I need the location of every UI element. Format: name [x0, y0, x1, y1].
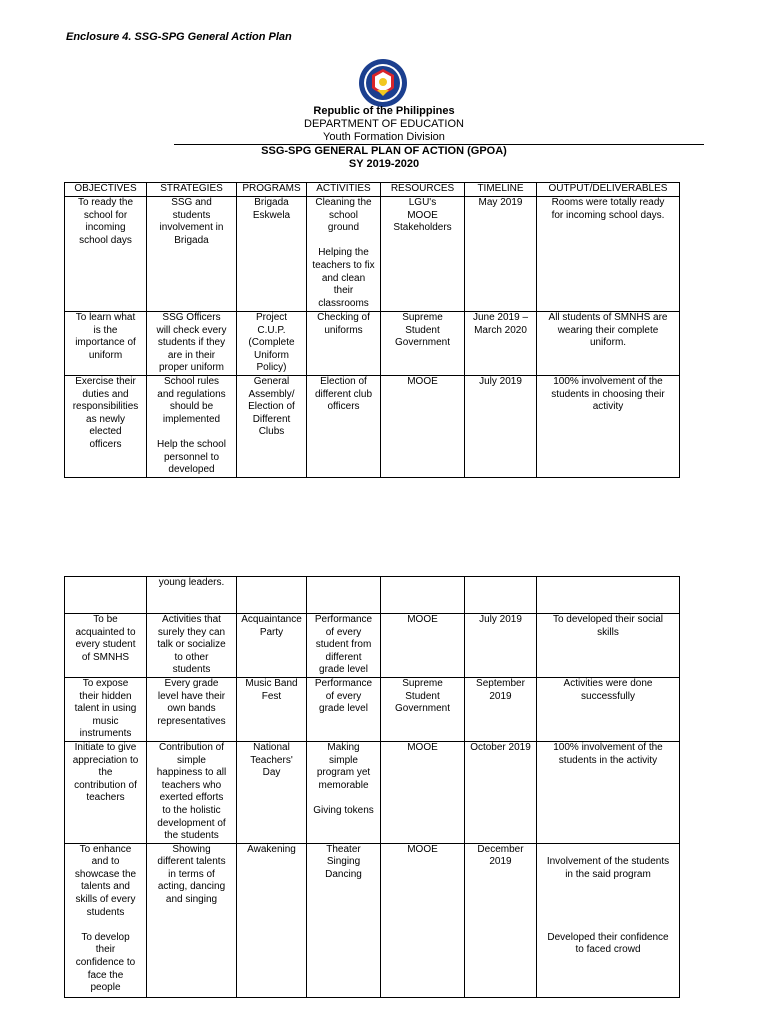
cell-text-line: of every: [325, 690, 362, 702]
cell-text-line: exerted efforts: [159, 792, 224, 804]
cell-text-line: wearing their complete: [557, 324, 659, 336]
strategies-cell: [147, 312, 237, 376]
cell-text-line: C.U.P.: [257, 324, 286, 336]
cell-text-line: To learn what: [75, 312, 136, 323]
blank-line: [149, 426, 234, 439]
cell-text-line: level have their: [157, 690, 226, 702]
cell-text-line: September: [476, 677, 525, 689]
cell-text-line: skills of every: [75, 894, 136, 906]
cell-text-line: Brigada: [254, 197, 289, 208]
cell-text-line: Singing: [326, 856, 361, 868]
cell-text-line: Government: [394, 337, 451, 349]
cell-text-line: Awakening: [247, 843, 296, 855]
cell-text-line: 100% involvement of the: [553, 375, 663, 387]
cell-text-line: Election of: [320, 375, 367, 387]
blank-line: [67, 919, 144, 932]
cell-text-line: young leaders.: [158, 577, 225, 588]
cell-text-line: SSG and: [171, 197, 212, 208]
cell-text-line: Performance: [314, 677, 373, 689]
activities-cell: [307, 197, 381, 312]
cell-text-line: students in the activity: [558, 754, 658, 766]
output-cell: [537, 577, 680, 614]
programs-cell: [237, 614, 307, 678]
cell-text-line: school for: [83, 209, 128, 221]
table-row: [65, 197, 680, 312]
objectives-cell: [65, 843, 147, 997]
cell-text-line: students: [172, 209, 211, 221]
cell-text-line: Making: [327, 741, 360, 753]
cell-text-line: acting, dancing: [157, 881, 226, 893]
cell-text-line: teachers who: [161, 779, 222, 791]
timeline-cell: [465, 614, 537, 678]
plan-title: SSG-SPG GENERAL PLAN OF ACTION (GPOA): [261, 145, 507, 157]
activities-cell: [307, 577, 381, 614]
strategies-cell: [147, 843, 237, 997]
cell-text-line: May 2019: [478, 197, 523, 208]
cell-text-line: happiness to all: [156, 767, 227, 779]
blank-line: [539, 844, 677, 857]
cell-text-line: school: [329, 209, 358, 221]
cell-text-line: uniforms: [324, 324, 363, 336]
resources-cell: [381, 677, 465, 741]
cell-text-line: and clean: [321, 272, 366, 284]
cell-text-line: National: [253, 741, 290, 753]
blank-line: [309, 792, 378, 805]
resources-cell: [381, 375, 465, 477]
objectives-cell: [65, 577, 147, 614]
cell-text-line: of every: [325, 626, 362, 638]
cell-text-line: Fest: [261, 690, 282, 702]
cell-text-line: talk or socialize: [157, 639, 226, 651]
cell-text-line: the: [98, 767, 113, 779]
cell-text-line: their: [333, 285, 354, 297]
cell-text-line: are in their: [167, 349, 216, 361]
cell-text-line: Student: [405, 690, 440, 702]
column-header-timeline: TIMELINE: [465, 183, 537, 197]
objectives-cell: [65, 312, 147, 376]
table-row: [65, 577, 680, 614]
cell-text-line: different club: [314, 388, 373, 400]
cell-text-line: as newly: [86, 413, 125, 425]
cell-text-line: students if they: [157, 337, 226, 349]
table-row: [65, 375, 680, 477]
cell-text-line: Contribution of: [158, 741, 225, 753]
cell-text-line: Music Band: [245, 677, 298, 689]
activities-cell: [307, 677, 381, 741]
cell-text-line: To expose: [82, 677, 129, 689]
strategies-cell: [147, 375, 237, 477]
timeline-cell: [465, 677, 537, 741]
cell-text-line: July 2019: [479, 614, 522, 625]
cell-text-line: (Complete: [248, 337, 295, 349]
cell-text-line: SSG Officers: [162, 312, 221, 323]
cell-text-line: Cleaning the: [315, 197, 372, 208]
cell-text-line: To developed their social: [552, 614, 664, 625]
blank-line: [309, 235, 378, 248]
blank-line: [539, 881, 677, 894]
cell-text-line: Student: [405, 324, 440, 336]
cell-text-line: representatives: [157, 715, 226, 727]
cell-text-line: uniform.: [589, 337, 627, 349]
strategies-cell: [147, 677, 237, 741]
cell-text-line: to the holistic: [162, 804, 221, 816]
cell-text-line: Showing: [172, 843, 211, 855]
cell-text-line: Day: [262, 767, 281, 779]
resources-cell: [381, 741, 465, 843]
strategies-cell: [147, 577, 237, 614]
cell-text-line: Initiate to give: [74, 741, 137, 753]
activities-cell: [307, 614, 381, 678]
cell-text-line: December: [477, 843, 524, 855]
enclosure-label: Enclosure 4. SSG-SPG General Action Plan: [66, 31, 292, 43]
table-row: [65, 614, 680, 678]
resources-cell: [381, 577, 465, 614]
cell-text-line: acquainted to: [75, 626, 136, 638]
column-header-output: OUTPUT/DELIVERABLES: [537, 183, 680, 197]
blank-line: [539, 919, 677, 932]
cell-text-line: should be: [169, 401, 214, 413]
cell-text-line: Government: [394, 703, 451, 715]
cell-text-line: and singing: [165, 894, 218, 906]
cell-text-line: Activities were done: [563, 677, 653, 689]
objectives-cell: [65, 614, 147, 678]
cell-text-line: Giving tokens: [313, 804, 374, 816]
cell-text-line: for incoming school days.: [551, 209, 665, 221]
cell-text-line: MOOE: [407, 741, 438, 753]
cell-text-line: 2019: [489, 856, 512, 868]
cell-text-line: October 2019: [470, 741, 531, 753]
cell-text-line: officers: [89, 438, 122, 450]
cell-text-line: School rules: [163, 375, 220, 387]
programs-cell: [237, 741, 307, 843]
cell-text-line: ground: [327, 222, 360, 234]
cell-text-line: Activities that: [162, 614, 221, 625]
cell-text-line: uniform: [88, 349, 123, 361]
table-row: [65, 312, 680, 376]
cell-text-line: Involvement of the students: [546, 856, 670, 868]
programs-cell: [237, 375, 307, 477]
cell-text-line: Dancing: [325, 868, 362, 880]
cell-text-line: July 2019: [479, 375, 522, 387]
cell-text-line: will check every: [156, 324, 227, 336]
programs-cell: [237, 197, 307, 312]
cell-text-line: every student: [75, 639, 136, 651]
cell-text-line: Brigada: [174, 234, 209, 246]
timeline-cell: [465, 741, 537, 843]
timeline-cell: [465, 375, 537, 477]
cell-text-line: Policy): [256, 362, 287, 374]
cell-text-line: To develop: [81, 931, 130, 943]
output-cell: [537, 614, 680, 678]
cell-text-line: Performance: [314, 614, 373, 625]
cell-text-line: MOOE: [407, 375, 438, 387]
blank-line: [539, 907, 677, 920]
objectives-cell: [65, 741, 147, 843]
cell-text-line: MOOE: [407, 843, 438, 855]
cell-text-line: Uniform: [253, 349, 289, 361]
cell-text-line: personnel to: [163, 451, 220, 463]
objectives-cell: [65, 375, 147, 477]
programs-cell: [237, 843, 307, 997]
column-header-strategies: STRATEGIES: [147, 183, 237, 197]
cell-text-line: simple: [329, 754, 358, 766]
cell-text-line: students: [86, 906, 125, 918]
cell-text-line: talent in using: [74, 703, 137, 715]
cell-text-line: Party: [259, 626, 284, 638]
cell-text-line: officers: [327, 401, 360, 413]
output-cell: [537, 843, 680, 997]
cell-text-line: surely they can: [157, 626, 226, 638]
cell-text-line: Teachers': [250, 754, 293, 766]
cell-text-line: responsibilities: [72, 401, 139, 413]
cell-text-line: grade level: [319, 664, 368, 676]
activities-cell: [307, 741, 381, 843]
cell-text-line: and regulations: [157, 388, 226, 400]
cell-text-line: appreciation to: [72, 754, 139, 766]
programs-cell: [237, 677, 307, 741]
output-cell: [537, 197, 680, 312]
cell-text-line: Supreme: [402, 312, 443, 323]
cell-text-line: Clubs: [258, 426, 285, 438]
cell-text-line: people: [90, 982, 121, 994]
strategies-cell: [147, 741, 237, 843]
objectives-cell: [65, 677, 147, 741]
cell-text-line: Acquaintance: [241, 614, 302, 625]
cell-text-line: student from: [315, 639, 372, 651]
school-year: SY 2019-2020: [348, 158, 420, 170]
cell-text-line: All students of SMNHS are: [548, 312, 668, 323]
cell-text-line: students in choosing their: [551, 388, 665, 400]
column-header-programs: PROGRAMS: [237, 183, 307, 197]
cell-text-line: importance of: [75, 337, 136, 349]
column-header-objectives: OBJECTIVES: [65, 183, 147, 197]
output-cell: [537, 741, 680, 843]
cell-text-line: MOOE: [407, 614, 438, 625]
cell-text-line: different: [325, 651, 362, 663]
resources-cell: [381, 312, 465, 376]
timeline-cell: [465, 312, 537, 376]
cell-text-line: Election of: [248, 401, 295, 413]
cell-text-line: March 2020: [474, 324, 527, 336]
cell-text-line: memorable: [318, 779, 369, 791]
cell-text-line: Supreme: [402, 677, 443, 689]
cell-text-line: the students: [164, 830, 219, 842]
cell-text-line: elected: [89, 426, 122, 438]
action-plan-table-page1: [64, 182, 680, 478]
cell-text-line: incoming: [85, 222, 126, 234]
cell-text-line: activity: [592, 401, 624, 413]
column-header-resources: RESOURCES: [381, 183, 465, 197]
cell-text-line: Eskwela: [252, 209, 291, 221]
cell-text-line: music: [92, 715, 119, 727]
cell-text-line: Checking of: [317, 312, 370, 323]
cell-text-line: is the: [93, 324, 118, 336]
cell-text-line: confidence to: [75, 957, 136, 969]
cell-text-line: To enhance: [79, 843, 132, 855]
cell-text-line: classrooms: [318, 297, 369, 309]
cell-text-line: 2019: [489, 690, 512, 702]
timeline-cell: [465, 197, 537, 312]
cell-text-line: different talents: [157, 856, 226, 868]
cell-text-line: own bands: [167, 703, 216, 715]
cell-text-line: To be: [93, 614, 118, 625]
activities-cell: [307, 312, 381, 376]
timeline-cell: [465, 577, 537, 614]
activities-cell: [307, 843, 381, 997]
cell-text-line: General: [253, 375, 290, 387]
division-heading: Youth Formation Division: [323, 131, 445, 143]
cell-text-line: program yet: [316, 767, 371, 779]
cell-text-line: Help the school: [157, 438, 226, 450]
cell-text-line: developed: [168, 464, 215, 476]
cell-text-line: in terms of: [168, 868, 215, 880]
cell-text-line: LGU's: [408, 197, 437, 208]
department-heading: DEPARTMENT OF EDUCATION: [304, 118, 464, 130]
cell-text-line: Project: [255, 312, 288, 323]
output-cell: [537, 375, 680, 477]
cell-text-line: MOOE: [407, 209, 438, 221]
cell-text-line: June 2019 –: [472, 312, 529, 323]
cell-text-line: grade level: [319, 703, 368, 715]
resources-cell: [381, 614, 465, 678]
programs-cell: [237, 577, 307, 614]
cell-text-line: duties and: [82, 388, 129, 400]
table-row: [65, 843, 680, 997]
programs-cell: [237, 312, 307, 376]
cell-text-line: 100% involvement of the: [553, 741, 663, 753]
cell-text-line: contribution of: [74, 779, 137, 791]
cell-text-line: school days: [79, 234, 132, 246]
cell-text-line: simple: [177, 754, 206, 766]
column-header-activities: ACTIVITIES: [307, 183, 381, 197]
deped-seal-icon: [358, 58, 408, 108]
cell-text-line: development of: [157, 817, 226, 829]
cell-text-line: in the said program: [565, 868, 651, 880]
cell-text-line: showcase the: [74, 868, 137, 880]
cell-text-line: to faced crowd: [575, 944, 641, 956]
cell-text-line: of SMNHS: [81, 651, 130, 663]
table-row: [65, 741, 680, 843]
cell-text-line: teachers: [86, 792, 125, 804]
activities-cell: [307, 375, 381, 477]
cell-text-line: Theater: [326, 843, 361, 855]
action-plan-table-page2: [64, 576, 680, 998]
cell-text-line: to other: [174, 651, 209, 663]
output-cell: [537, 677, 680, 741]
strategies-cell: [147, 614, 237, 678]
cell-text-line: Developed their confidence: [547, 931, 669, 943]
cell-text-line: their hidden: [79, 690, 132, 702]
cell-text-line: instruments: [79, 728, 132, 740]
republic-heading: Republic of the Philippines: [313, 105, 455, 117]
cell-text-line: and to: [91, 856, 120, 868]
objectives-cell: [65, 197, 147, 312]
cell-text-line: proper uniform: [158, 362, 225, 374]
cell-text-line: Different: [252, 413, 291, 425]
cell-text-line: Every grade: [164, 677, 219, 689]
resources-cell: [381, 197, 465, 312]
cell-text-line: Assembly/: [248, 388, 295, 400]
cell-text-line: talents and: [81, 881, 130, 893]
cell-text-line: Rooms were totally ready: [551, 197, 665, 208]
resources-cell: [381, 843, 465, 997]
cell-text-line: successfully: [581, 690, 635, 702]
cell-text-line: Exercise their: [75, 375, 136, 387]
cell-text-line: their: [95, 944, 116, 956]
cell-text-line: teachers to fix: [312, 259, 375, 271]
cell-text-line: face the: [87, 969, 124, 981]
cell-text-line: To ready the: [77, 197, 134, 208]
cell-text-line: implemented: [162, 413, 221, 425]
cell-text-line: students: [172, 664, 211, 676]
cell-text-line: skills: [597, 626, 619, 638]
cell-text-line: involvement in: [159, 222, 224, 234]
timeline-cell: [465, 843, 537, 997]
blank-line: [539, 894, 677, 907]
table-row: [65, 677, 680, 741]
cell-text-line: Helping the: [318, 247, 369, 259]
strategies-cell: [147, 197, 237, 312]
output-cell: [537, 312, 680, 376]
cell-text-line: Stakeholders: [393, 222, 452, 234]
